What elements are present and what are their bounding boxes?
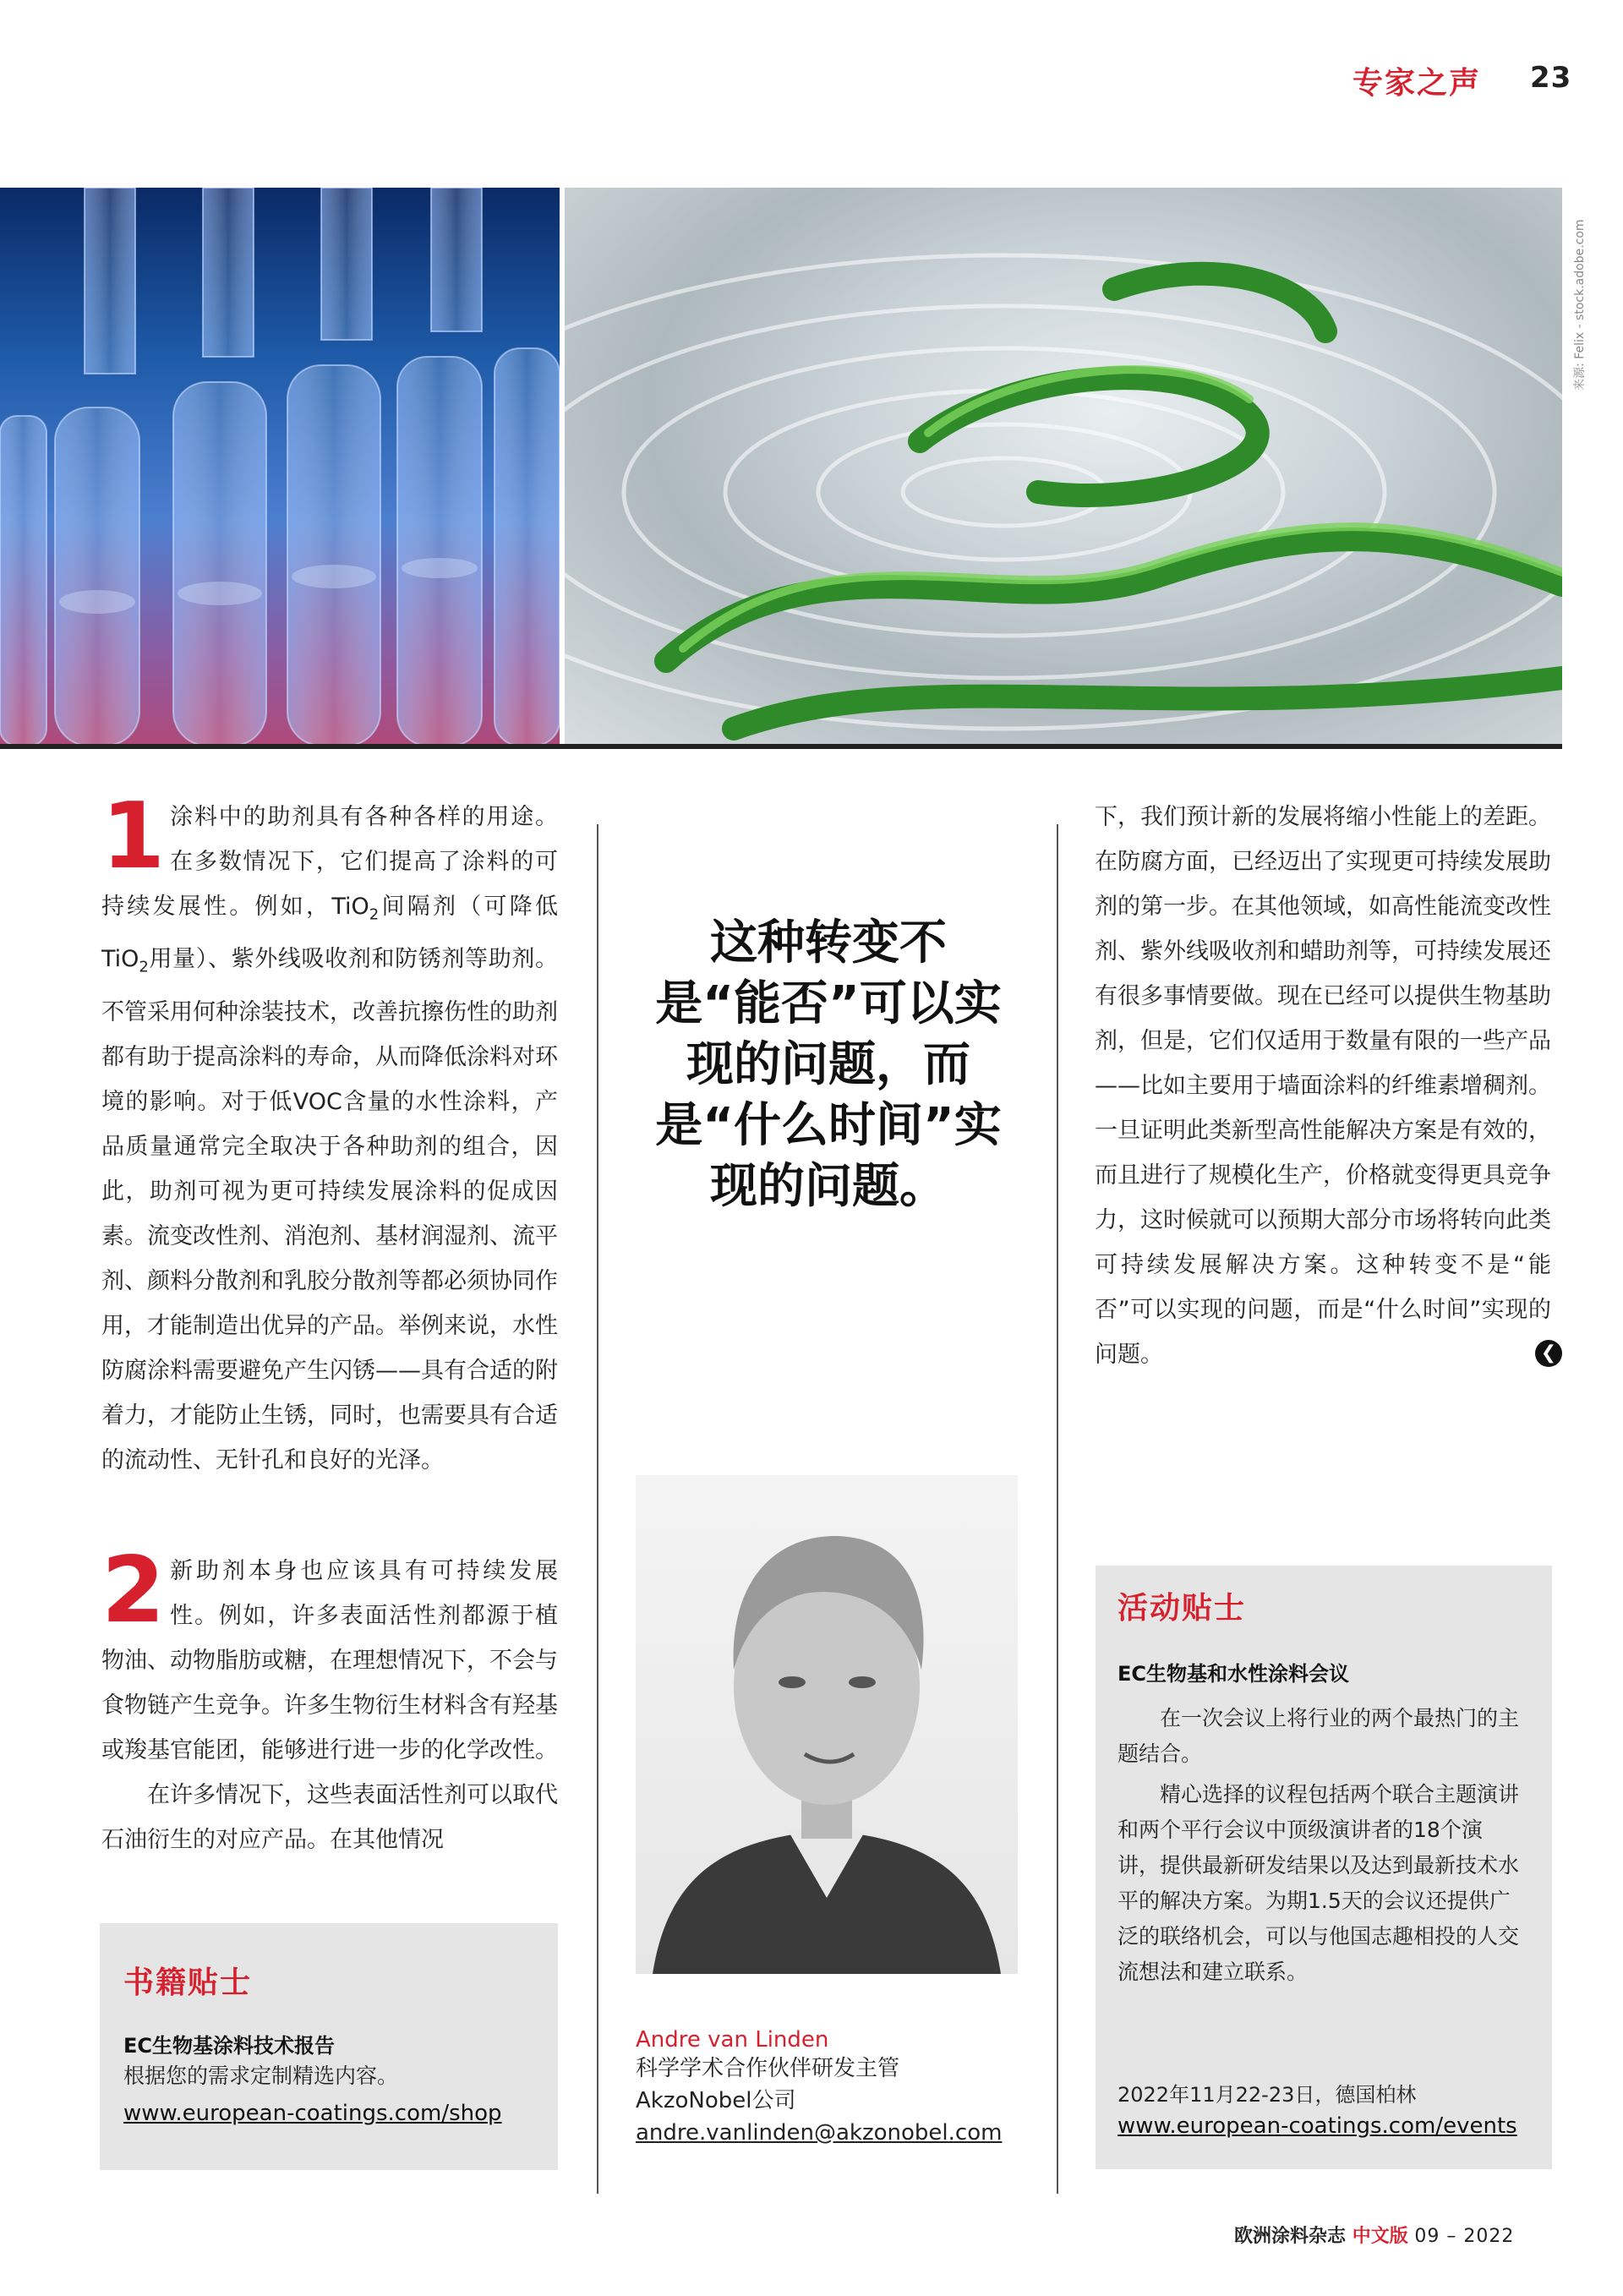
book-tip-box — [100, 1923, 558, 2170]
photo-credit: 来源: Felix - stock.adobe.com — [1573, 219, 1587, 391]
right-column — [1095, 795, 1551, 1377]
event-tip-paragraph-2: 精心选择的议程包括两个联合主题演讲和两个平行会议中顶级演讲者的18个演讲，提供最新研发结果以及达到最新技术水平的解决方案。为期1.5天的会议还提供广泛的联络机会，可以与他国志趣相投的人交流想法和建立联系。 — [1118, 1782, 1520, 1984]
event-tip-subtitle: EC生物基和水性涂料会议 — [1118, 1662, 1350, 1686]
event-tip-date: 2022年11月22-23日，德国柏林 — [1118, 2083, 1417, 2107]
left-column-lower — [101, 1538, 558, 1862]
footer-issue: 09 – 2022 — [1414, 2226, 1515, 2247]
page-number: 23 — [1530, 61, 1572, 95]
column-rule-right — [1057, 824, 1058, 2194]
event-tip-paragraph-1: 在一次会议上将行业的两个最热门的主题结合。 — [1118, 1706, 1520, 1766]
green-ripple-image — [565, 188, 1562, 746]
paragraph-1: 1 涂料中的助剂具有各种各样的用途。在多数情况下，它们提高了涂料的可持续发展性。例如，TiO$_2$间隔剂（可降低TiO$_2$用量）、紫外线吸收剂和防锈剂等助剂。不管采用何种涂装技术，改善抗擦伤性的助剂都有助于提高涂料的寿命，从而降低涂料对环境的影响。对于低VOC含量的水性涂料，产品质量通常完全取决于各种助剂的组合，因此，助剂可视为更可持续发展涂料的促成因素。流变改性剂、消泡剂、基材润湿剂、流平剂、颜料分散剂和乳胶分散剂等都必须协同作用，才能制造出优异的产品。举例来说，水性防腐涂料需要避免产生闪锈——具有合适的附着力，才能防止生锈，同时，也需要具有合适的流动性、无针孔和良好的光泽。 — [101, 784, 559, 1473]
book-tip-text: 根据您的需求定制精选内容。 — [123, 2064, 399, 2088]
author-photo — [636, 1475, 1018, 1974]
author-role: 科学学术合作伙伴研发主管 — [636, 2056, 900, 2081]
event-tip-link[interactable]: www.european-coatings.com/events — [1118, 2113, 1517, 2139]
footer-magazine: 欧洲涂料杂志 — [1234, 2226, 1347, 2247]
section-title: 专家之声 — [1352, 66, 1482, 101]
book-tip-title: 书籍贴士 — [123, 1965, 253, 2000]
column-rule-left — [597, 824, 598, 2194]
hero-image — [0, 188, 1562, 746]
author-company: AkzoNobel公司 — [636, 2088, 796, 2113]
pull-quote: 这种转变不是“能否”可以实现的问题，而是“什么时间”实现的问题。 — [655, 916, 1002, 1214]
author-info — [636, 2027, 1025, 2149]
paragraph-3: 在许多情况下，这些表面活性剂可以取代石油衍生的对应产品。在其他情况 — [101, 1782, 558, 1853]
footer-edition: 中文版 — [1352, 2226, 1408, 2247]
event-tip-box — [1096, 1566, 1552, 2169]
author-email[interactable]: andre.vanlinden@akzonobel.com — [636, 2120, 1003, 2146]
continue-arrow-icon[interactable]: ❮ — [1535, 1340, 1562, 1367]
author-name: Andre van Linden — [636, 2027, 829, 2053]
footer — [1234, 2222, 1514, 2248]
drop-number-1: 1 — [101, 784, 166, 889]
event-tip-title: 活动贴士 — [1118, 1591, 1247, 1626]
left-column — [101, 784, 559, 1483]
book-tip-subtitle: EC生物基涂料技术报告 — [123, 2034, 336, 2058]
drop-number-2: 2 — [101, 1538, 166, 1643]
hero-underline — [0, 744, 1562, 749]
book-tip-link[interactable]: www.european-coatings.com/shop — [123, 2101, 502, 2126]
paragraph-2: 2 新助剂本身也应该具有可持续发展性。例如，许多表面活性剂都源于植物油、动物脂肪或糖，在理想情况下，不会与食物链产生竞争。许多生物衍生材料含有羟基或羧基官能团，能够进行进一步的化学改性。 — [101, 1538, 558, 1763]
test-tubes-image — [0, 188, 560, 746]
right-column-text: 下，我们预计新的发展将缩小性能上的差距。在防腐方面，已经迈出了实现更可持续发展助剂的第一步。在其他领域，如高性能流变改性剂、紫外线吸收剂和蜡助剂等，可持续发展还有很多事情要做。现在已经可以提供生物基助剂，但是，它们仅适用于数量有限的一些产品——比如主要用于墙面涂料的纤维素增稠剂。一旦证明此类新型高性能解决方案是有效的，而且进行了规模化生产，价格就变得更具竞争力，这时候就可以预期大部分市场将转向此类可持续发展解决方案。这种转变不是“能否”可以实现的问题，而是“什么时间”实现的问题。 — [1095, 804, 1551, 1368]
